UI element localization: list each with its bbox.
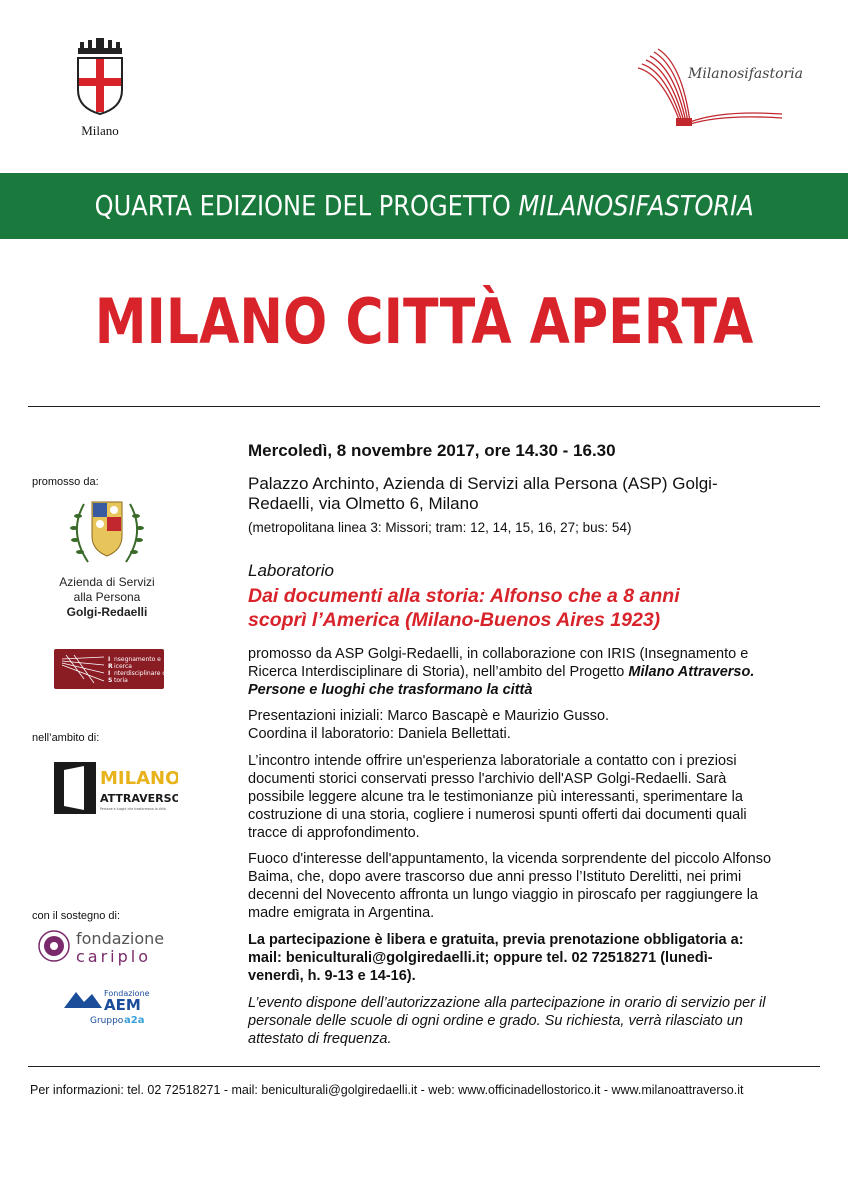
location-line2: Redaelli, via Olmetto 6, Milano <box>248 494 479 513</box>
iris-logo <box>54 649 164 689</box>
auth-line3: attestato di frequenza. <box>248 1031 392 1047</box>
promoted-line2a: Ricerca Interdisciplinare di Storia), nell’ambito del Progetto <box>248 664 629 680</box>
promoted-line2b: Milano Attraverso. <box>628 664 755 680</box>
edition-banner-prefix: QUARTA EDIZIONE DEL PROGETTO <box>94 189 519 222</box>
edition-banner-project: MILANOSIFASTORIA <box>518 189 754 222</box>
aem-word-2: AEM <box>104 996 141 1014</box>
iris-word-1: nsegnamento e <box>114 656 161 663</box>
page-title <box>0 282 848 362</box>
promoted-by-label: promosso da: <box>32 476 99 488</box>
cariplo-word-1: fondazione <box>76 929 165 948</box>
desc1-line4: costruzione di una storia, cogliere i numerosi spunti offerti dai documenti quali <box>248 807 747 823</box>
promoted-line1: promosso da ASP Golgi-Redaelli, in collaborazione con IRIS (Insegnamento e <box>248 646 749 662</box>
auth-line2: personale delle scuole di ogni ordine e grado. Su richiesta, verrà rilasciato un <box>248 1013 743 1029</box>
context-label: nell’ambito di: <box>32 732 100 744</box>
desc2-line2: Baima, che, dopo avere trascorso due anni presso l’Istituto Derelitti, nei primi <box>248 869 742 885</box>
milano-attraverso-logo <box>54 760 178 818</box>
milano-attraverso-door-icon <box>54 760 178 818</box>
support-label: con il sostegno di: <box>32 910 121 922</box>
milano-coat-of-arms-icon <box>70 38 130 116</box>
iris-word-2: icerca <box>114 663 132 670</box>
milano-caption: Milano <box>81 123 119 138</box>
promoted-line3: Persone e luoghi che trasformano la città <box>248 682 533 698</box>
msf-logo-text: Milanosifastoria <box>688 66 804 82</box>
asp-name-line2: alla Persona <box>73 590 141 604</box>
fondazione-cariplo-logo <box>36 926 186 966</box>
location-line1: Palazzo Archinto, Azienda di Servizi alla Persona (ASP) Golgi- <box>248 474 718 493</box>
authorization-paragraph <box>248 994 828 1048</box>
event-location <box>248 474 828 514</box>
booking-line1: La partecipazione è libera e gratuita, previa prenotazione obbligatoria a: <box>248 932 744 948</box>
iris-letter-i2: I <box>108 670 111 677</box>
lab-label: Laboratorio <box>248 561 335 580</box>
booking-paragraph <box>248 931 828 985</box>
event-date: Mercoledì, 8 novembre 2017, ore 14.30 - 16.30 <box>248 441 616 460</box>
book-icon <box>632 44 812 130</box>
aem-mountain-icon <box>62 986 172 1026</box>
auth-line1: L’evento dispone dell’autorizzazione alla partecipazione in orario di servizio per il <box>248 995 766 1011</box>
asp-name-line1: Azienda di Servizi <box>59 575 155 589</box>
desc2-line4: madre emigrata in Argentina. <box>248 905 435 921</box>
lab-title-line1: Dai documenti alla storia: Alfonso che a 8 anni <box>248 585 680 607</box>
footer-info: Per informazioni: tel. 02 72518271 - mail: beniculturali@golgiredaelli.it - web: www.officinadellostorico.it - www.milanoattraverso.it <box>30 1083 744 1097</box>
iris-letter-i: I <box>108 656 111 663</box>
ma-word-milano: MILANO <box>100 768 178 789</box>
promoted-paragraph <box>248 645 828 699</box>
iris-letter-r: R <box>108 663 113 670</box>
iris-letter-s: S <box>108 677 113 684</box>
description-paragraph-1 <box>248 752 828 842</box>
desc1-line1: L’incontro intende offrire un'esperienza laboratoriale a contatto con i preziosi <box>248 753 737 769</box>
asp-name-line3: Golgi-Redaelli <box>66 605 148 619</box>
description-paragraph-2 <box>248 850 828 922</box>
presenters-line1: Presentazioni iniziali: Marco Bascapè e Maurizio Gusso. <box>248 708 610 724</box>
asp-crest-icon <box>62 492 152 570</box>
bottom-divider <box>28 1066 820 1067</box>
presenters-paragraph <box>248 707 828 743</box>
transport-info: (metropolitana linea 3: Missori; tram: 12, 14, 15, 16, 27; bus: 54) <box>248 520 632 535</box>
iris-mark-icon <box>54 649 164 689</box>
lab-title <box>248 584 808 632</box>
aem-word-4: a2a <box>124 1015 145 1026</box>
milano-logo <box>70 38 130 139</box>
presenters-line2: Coordina il laboratorio: Daniela Bellettati. <box>248 726 511 742</box>
iris-word-3: nterdisciplinare di <box>114 670 164 677</box>
aem-word-1: Fondazione <box>104 989 150 998</box>
desc1-line2: documenti storici conservati presso l'archivio dell'ASP Golgi-Redaelli. Sarà <box>248 771 727 787</box>
cariplo-seal-icon <box>36 926 186 966</box>
ma-tagline: Persone e luoghi che trasformano la città <box>100 807 166 811</box>
aem-word-3: Gruppo <box>90 1016 124 1026</box>
asp-golgi-redaelli-logo <box>52 492 162 620</box>
booking-line2: mail: beniculturali@golgiredaelli.it; oppure tel. 02 72518271 (lunedì- <box>248 950 713 966</box>
desc1-line3: possibile leggere alcune tra le testimonianze più interessanti, sperimentare la <box>248 789 743 805</box>
desc2-line3: decenni del Novecento affronta un lungo viaggio in piroscafo per raggiungere la <box>248 887 758 903</box>
booking-line3: venerdì, h. 9-13 e 14-16). <box>248 968 416 984</box>
edition-banner <box>0 173 848 239</box>
fondazione-aem-logo <box>62 986 172 1026</box>
top-divider <box>28 406 820 407</box>
cariplo-word-2: cariplo <box>76 947 152 966</box>
lab-title-line2: scoprì l’America (Milano-Buenos Aires 1923) <box>248 609 661 631</box>
desc1-line5: tracce di approfondimento. <box>248 825 420 841</box>
page-title-text: MILANO CITTÀ APERTA <box>94 285 754 358</box>
iris-word-4: toria <box>114 677 128 684</box>
ma-word-attraverso: ATTRAVERSO <box>100 792 178 805</box>
desc2-line1: Fuoco d'interesse dell'appuntamento, la vicenda sorprendente del piccolo Alfonso <box>248 851 772 867</box>
milanosifastoria-logo <box>632 44 812 130</box>
